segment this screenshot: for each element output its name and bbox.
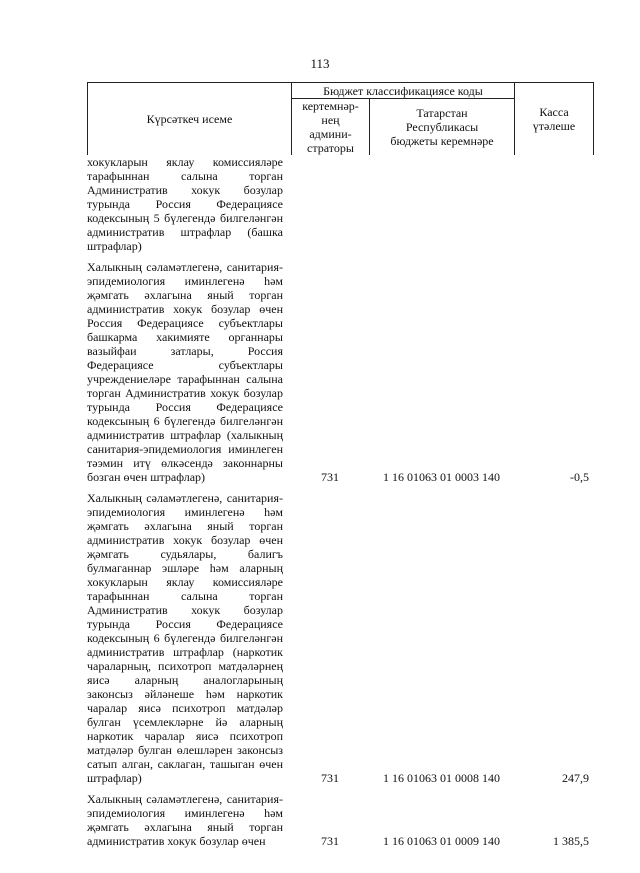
- table-body: [87, 155, 592, 848]
- indicator-text: хокукларын яклау комиссияләре тарафыннан салына торган Административ хокук бозулар турында Россия Федерациясе кодексының 5 бүлегендә билгеләнгән административ штрафлар (башка штрафлар): [87, 155, 283, 253]
- row-values: [87, 834, 592, 848]
- indicator-text: Халыкның сәламәтлегенә, санитария-эпидемиология иминлегенә һәм җәмгать әхлагына яный торган административ хокук бозулар өчен Россия Федерациясе субъектлары башкарма хакимияте органнары вазыйфаи затлары, Россия Федерациясе субъектлары учреждениеләре тарафыннан салына торган Административ хокук бозулар турында Россия Федерациясе кодексының 6 бүлегендә билгеләнгән административ штрафлар (халыкның санитария-эпидемиология иминлеген тәэмин итү өлкәсендә законнарны бозган өчен штрафлар): [87, 260, 283, 484]
- table-row: [87, 491, 592, 785]
- indicator-text: Халыкның сәламәтлегенә, санитария-эпидемиология иминлегенә һәм җәмгать әхлагына яный торган административ хокук бозулар өчен: [87, 792, 283, 848]
- table-row: [87, 792, 592, 848]
- row-values: [87, 239, 592, 253]
- budget-code: 1 16 01063 01 0009 140: [383, 834, 500, 848]
- table-row: [87, 260, 592, 484]
- admin-code: 731: [321, 470, 339, 484]
- admin-code: 731: [321, 771, 339, 785]
- header-budget-classification: Бюджет классификациясе коды: [292, 83, 515, 99]
- row-values: [87, 771, 592, 785]
- indicator-text: Халыкның сәламәтлегенә, санитария-эпидемиология иминлегенә һәм җәмгать әхлагына яный торган административ хокук бозулар өчен җәмгать судьялары, балигъ булмаганнар эшләре һәм аларның хокукларын яклау комиссияләре тарафыннан салына торган Административ хокук бозулар турында Россия Федерациясе кодексының 6 бүлегендә билгеләнгән административ штрафлар (наркотик чараларның, психотроп матдәләрнең яисә аларның аналогларының законсыз әйләнеше һәм наркотик чаралар яисә психотроп матдәләр булган үсемлекләрне йә аларның наркотик чаралар яисә психотроп матдәләр булган өлешләрен законсыз сатып алган, саклаган, ташыган өчен штрафлар): [87, 491, 283, 785]
- header-indicator-name: Күрсәткеч исеме: [88, 83, 292, 155]
- header-budget-label: Татарстан Республикасы бюджеты керемнәре: [390, 106, 494, 148]
- header-tatarstan-budget-revenue: [370, 99, 515, 155]
- admin-code: 731: [321, 834, 339, 848]
- budget-code: 1 16 01063 01 0008 140: [383, 771, 500, 785]
- table-row: [87, 155, 592, 253]
- page-number: 113: [310, 56, 330, 71]
- cash-amount: -0,5: [570, 470, 589, 484]
- header-admin-label: кертемнәр- нең админи- страторы: [302, 99, 359, 155]
- cash-amount: 1 385,5: [553, 834, 589, 848]
- cash-amount: 247,9: [562, 771, 589, 785]
- budget-code: 1 16 01063 01 0003 140: [383, 470, 500, 484]
- header-revenue-administrators: [292, 99, 370, 155]
- header-cash-label: Касса үтәлеше: [532, 105, 576, 133]
- header-cash-execution: [515, 83, 593, 155]
- table-header: [87, 82, 594, 155]
- row-values: [87, 470, 592, 484]
